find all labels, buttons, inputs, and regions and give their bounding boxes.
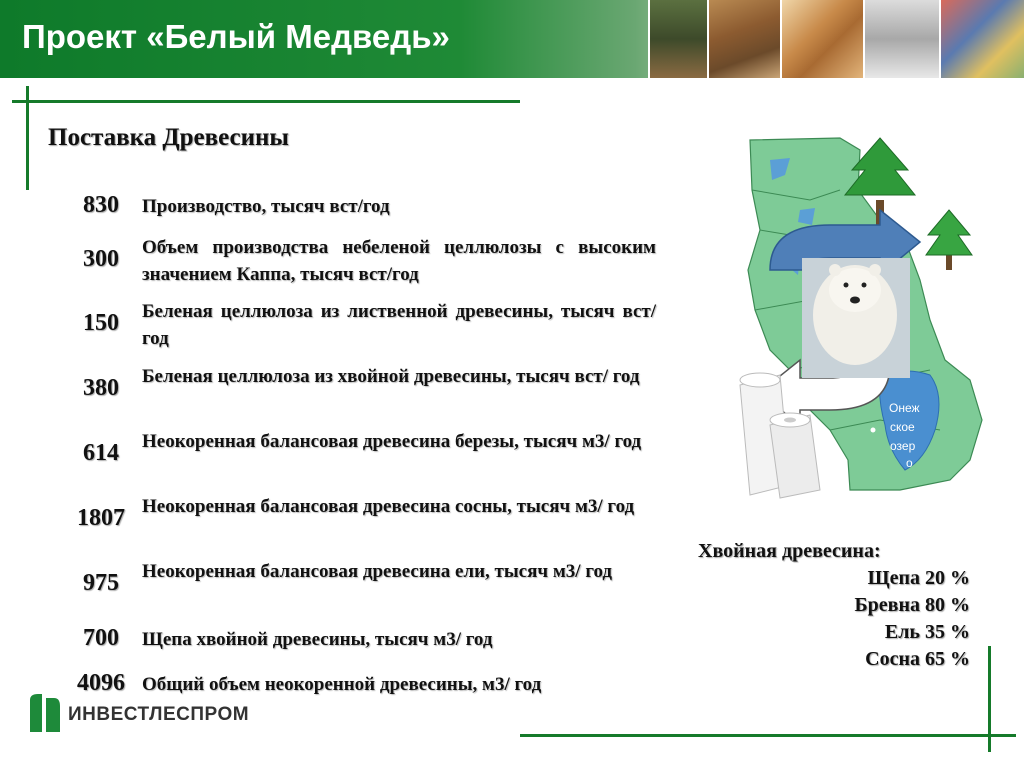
conifer-line: Ель 35 % bbox=[884, 621, 970, 643]
logo-mark-icon bbox=[24, 692, 64, 738]
row-value: 614 bbox=[83, 440, 119, 466]
right-accent-line bbox=[988, 646, 991, 752]
row-value: 830 bbox=[83, 192, 119, 218]
header-photo-strip bbox=[648, 0, 1024, 78]
forest-photo bbox=[648, 0, 707, 78]
plywood-photo bbox=[780, 0, 863, 78]
polar-bear-photo bbox=[802, 258, 910, 378]
page-title: Проект «Белый Медведь» bbox=[22, 18, 450, 55]
row-label: Неокоренная балансовая древесина ели, тысяч м3/ год bbox=[142, 561, 613, 582]
row-value: 975 bbox=[83, 570, 119, 596]
paper-rolls-photo bbox=[863, 0, 940, 78]
row-value: 380 bbox=[83, 375, 119, 401]
row-label: Общий объем неокоренной древесины, м3/ год bbox=[142, 674, 542, 695]
region-map-illustration bbox=[730, 130, 988, 500]
top-divider bbox=[12, 100, 520, 103]
region-map bbox=[730, 130, 988, 500]
row-value: 1807 bbox=[77, 505, 125, 531]
map-marker-icon bbox=[871, 428, 876, 433]
conifer-line: Сосна 65 % bbox=[865, 648, 970, 670]
row-label: Щепа хвойной древесины, тысяч м3/ год bbox=[142, 629, 493, 650]
row-value: 300 bbox=[83, 246, 119, 272]
tree-icon bbox=[926, 210, 972, 270]
lake-label-line: озер bbox=[890, 439, 916, 453]
conifer-title: Хвойная древесина: bbox=[698, 540, 881, 562]
logo-text: ИНВЕСТЛЕСПРОМ bbox=[68, 704, 250, 725]
conifer-breakdown bbox=[698, 540, 970, 673]
row-value: 150 bbox=[83, 310, 119, 336]
row-value: 4096 bbox=[77, 670, 125, 696]
row-label: Беленая целлюлоза из лиственной древесины, тысяч вст/ год bbox=[142, 301, 656, 349]
row-label: Беленая целлюлоза из хвойной древесины, тысяч вст/ год bbox=[142, 366, 640, 387]
row-label: Неокоренная балансовая древесина сосны, тысяч м3/ год bbox=[142, 496, 635, 517]
row-label: Неокоренная балансовая древесина березы, тысяч м3/ год bbox=[142, 431, 642, 452]
lake-label-line: Онеж bbox=[889, 401, 920, 415]
left-accent-line bbox=[26, 86, 29, 190]
logs-photo bbox=[707, 0, 780, 78]
lake-label-line: ское bbox=[890, 420, 915, 434]
company-logo bbox=[20, 690, 250, 740]
conifer-line: Бревна 80 % bbox=[854, 594, 970, 616]
row-label: Производство, тысяч вст/год bbox=[142, 196, 390, 217]
lake-label-line: о bbox=[906, 456, 913, 470]
row-value: 700 bbox=[83, 625, 119, 651]
section-title: Поставка Древесины bbox=[48, 124, 289, 151]
packaging-photo bbox=[939, 0, 1024, 78]
row-label: Объем производства небеленой целлюлозы с высоким значением Каппа, тысяч вст/год bbox=[142, 237, 656, 285]
bottom-divider bbox=[520, 734, 1016, 737]
header-bar bbox=[0, 0, 1024, 78]
conifer-line: Щепа 20 % bbox=[867, 567, 970, 589]
